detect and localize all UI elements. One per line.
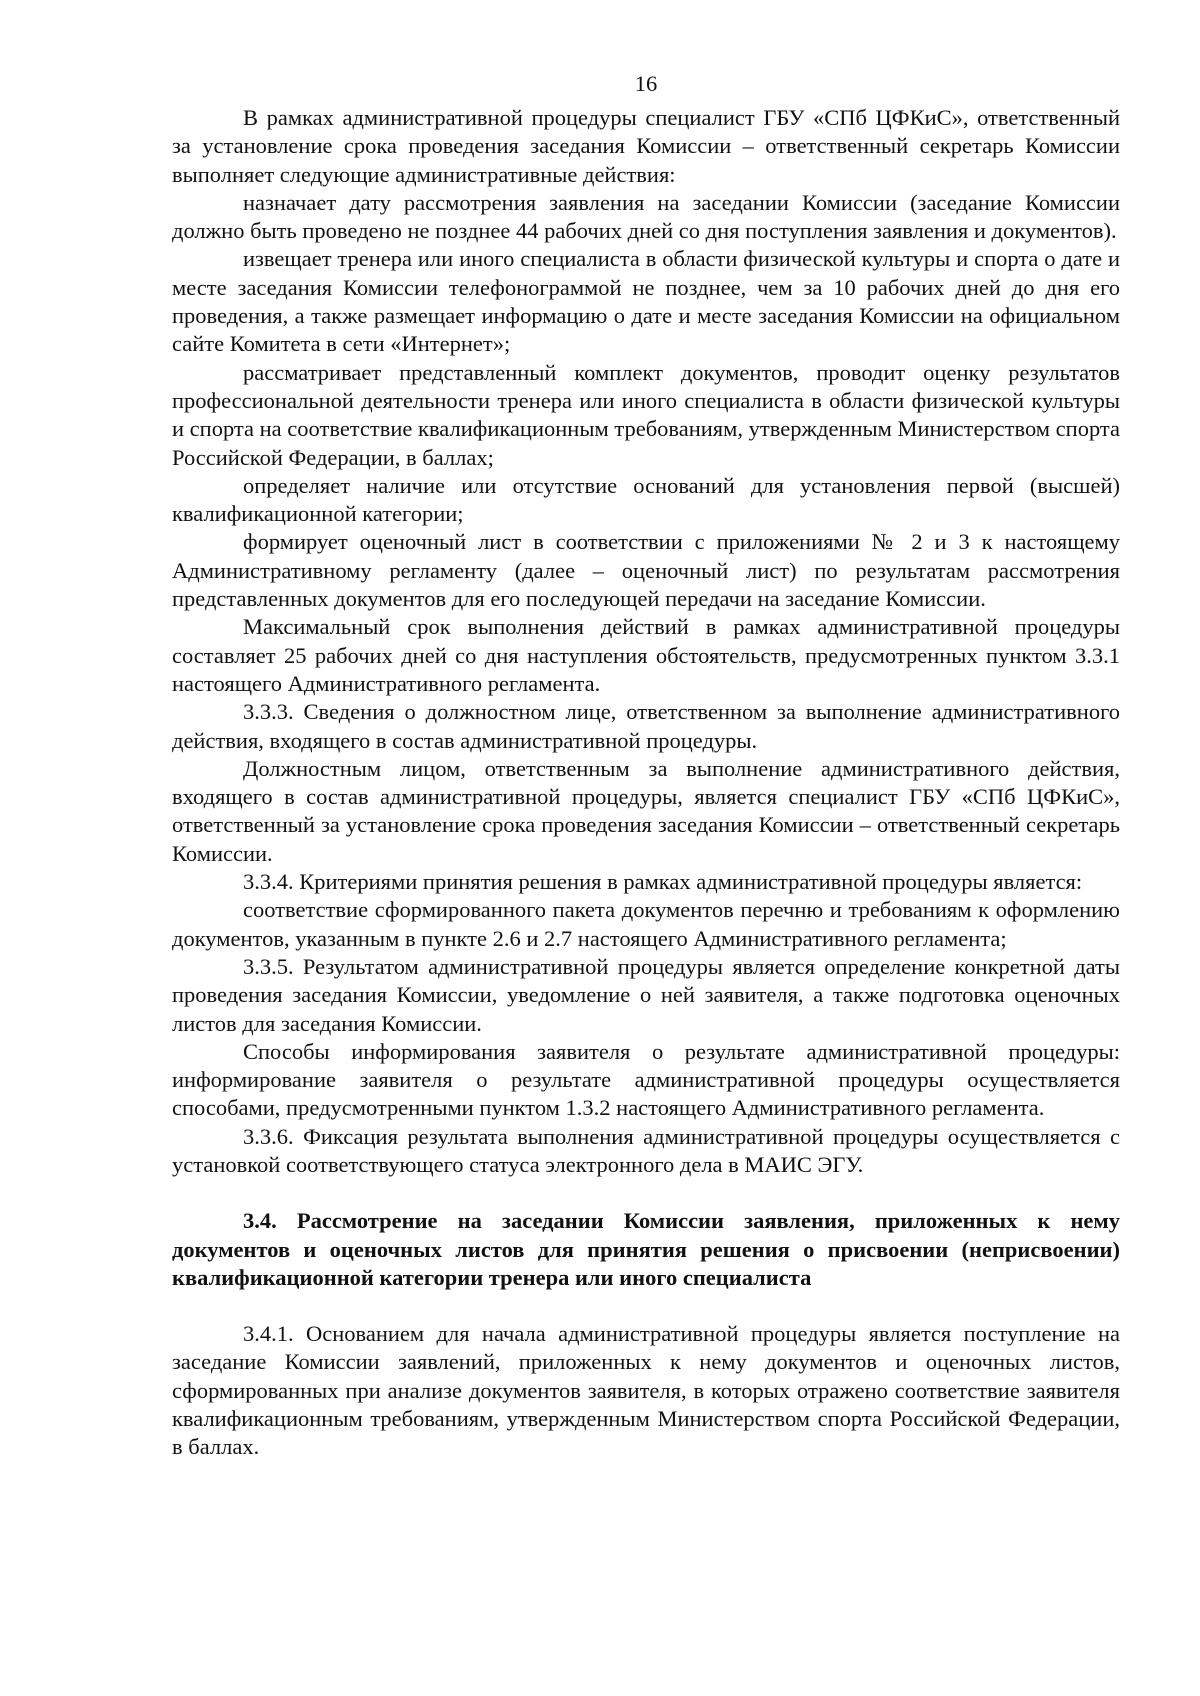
paragraph: рассматривает представленный комплект документов, проводит оценку результатов профессиональной деятельности тренера или иного специалиста в области физической культуры и спорта на соответствие квалификационным требованиям, утвержденным Министерством спорта Российской Федерации, в баллах; <box>172 359 1120 470</box>
paragraph: В рамках административной процедуры специалист ГБУ «СПб ЦФКиС», ответственный за установление срока проведения заседания Комиссии – ответственный секретарь Комиссии выполняет следующие административные действия: <box>172 105 1120 187</box>
paragraph: 3.3.6. Фиксация результата выполнения административной процедуры осуществляется с установкой соответствующего статуса электронного дела в МАИС ЭГУ. <box>172 1123 1120 1177</box>
paragraph: Должностным лицом, ответственным за выполнение административного действия, входящего в состав административной процедуры, является специалист ГБУ «СПб ЦФКиС», ответственный за установление срока проведения заседания Комиссии – ответственный секретарь Комиссии. <box>172 755 1120 866</box>
paragraph: определяет наличие или отсутствие оснований для установления первой (высшей) квалификационной категории; <box>172 472 1120 527</box>
paragraph: Максимальный срок выполнения действий в рамках административной процедуры составляет 25 рабочих дней со дня наступления обстоятельств, предусмотренных пунктом 3.3.1 настоящего Административного регламента. <box>172 614 1120 696</box>
paragraph: соответствие сформированного пакета документов перечню и требованиям к оформлению документов, указанным в пункте 2.6 и 2.7 настоящего Административного регламента; <box>172 897 1120 951</box>
paragraph: 3.3.4. Критериями принятия решения в рамках административной процедуры является: <box>243 869 1083 895</box>
document-page <box>172 70 1120 1462</box>
paragraph: 3.3.5. Результатом административной процедуры является определение конкретной даты проведения заседания Комиссии, уведомление о ней заявителя, а также подготовка оценочных листов для заседания Комиссии. <box>172 953 1120 1036</box>
section-heading: 3.4. Рассмотрение на заседании Комиссии заявления, приложенных к нему документов и оценочных листов для принятия решения о присвоении (неприсвоении) квалификационной категории тренера или иного специалиста <box>172 1208 1120 1290</box>
page-number: 16 <box>634 71 658 96</box>
paragraph: Способы информирования заявителя о результате административной процедуры: информирование заявителя о результате административной процедуры осуществляется способами, предусмотренными пунктом 1.3.2 настоящего Административного регламента. <box>172 1038 1120 1121</box>
paragraph: извещает тренера или иного специалиста в области физической культуры и спорта о дате и месте заседания Комиссии телефонограммой не позднее, чем за 10 рабочих дней до дня его проведения, а также размещает информацию о дате и месте заседания Комиссии на официальном сайте Комитета в сети «Интернет»; <box>172 246 1120 357</box>
paragraph: 3.3.3. Сведения о должностном лице, ответственном за выполнение административного действия, входящего в состав административной процедуры. <box>172 699 1120 753</box>
paragraph: формирует оценочный лист в соответствии с приложениями № 2 и 3 к настоящему Административному регламенту (далее – оценочный лист) по результатам рассмотрения представленных документов для его последующей передачи на заседание Комиссии. <box>172 529 1120 612</box>
paragraph: назначает дату рассмотрения заявления на заседании Комиссии (заседание Комиссии должно быть проведено не позднее 44 рабочих дней со дня поступления заявления и документов). <box>172 189 1120 244</box>
paragraph: 3.4.1. Основанием для начала административной процедуры является поступление на заседание Комиссии заявлений, приложенных к нему документов и оценочных листов, сформированных при анализе документов заявителя, в которых отражено соответствие заявителя квалификационным требованиям, утвержденным Министерством спорта Российской Федерации, в баллах. <box>172 1321 1120 1460</box>
